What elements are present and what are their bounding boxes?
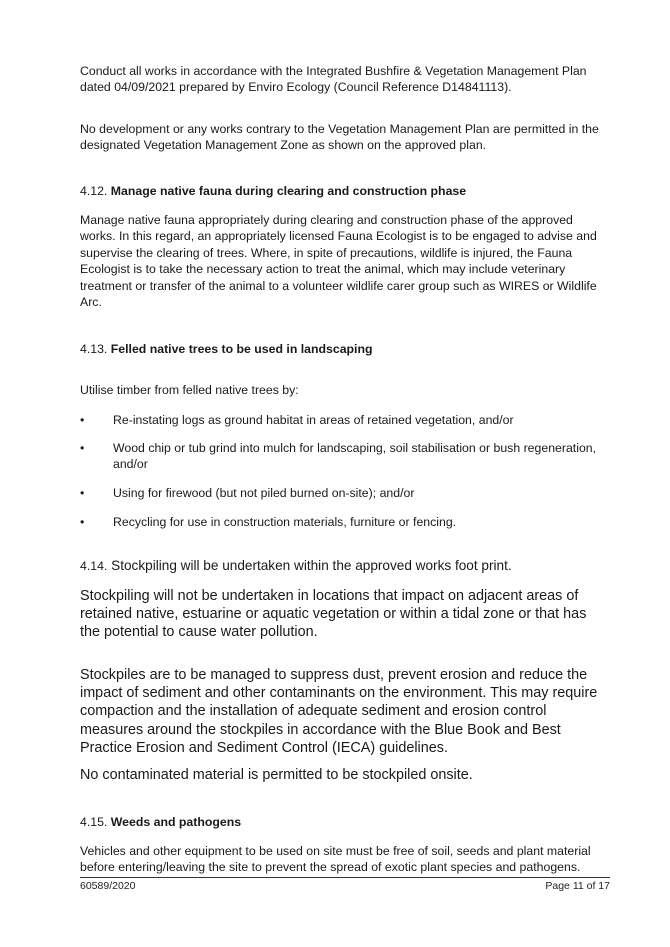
paragraph-contaminated-material: No contaminated material is permitted to be stockpiled onsite. (80, 767, 473, 783)
list-item-text: Wood chip or tub grind into mulch for landscaping, soil stabilisation or bush regeneration, and/or (113, 441, 597, 472)
bullet-icon: • (80, 486, 85, 500)
section-number: 4.13. (80, 342, 108, 356)
bullet-icon: • (80, 441, 85, 455)
section-heading-4-14 (80, 557, 610, 575)
section-title: Stockpiling will be undertaken within the approved works foot print. (111, 558, 512, 573)
section-heading-4-15 (80, 814, 610, 830)
section-number: 4.14. (80, 559, 108, 573)
paragraph-stockpiling-locations: Stockpiling will not be undertaken in locations that impact on adjacent areas of retained native, estuarine or aquatic vegetation or within a tidal zone or that has the potential to cause water pollution. (80, 588, 587, 641)
section-title: Felled native trees to be used in landscaping (110, 342, 373, 356)
paragraph-no-development: No development or any works contrary to the Vegetation Management Plan are permitted in the designated Vegetation Management Zone as shown on the approved plan. (80, 122, 599, 153)
footer-page-number: Page 11 of 17 (545, 880, 610, 892)
footer-divider (80, 877, 610, 878)
section-heading-4-12 (80, 183, 610, 199)
paragraph-native-fauna: Manage native fauna appropriately during clearing and construction phase of the approved works. In this regard, an appropriately licensed Fauna Ecologist is to be engaged to advise and supervise the clearing of trees. Where, in spite of precautions, wildlife is injured, the Fauna Ecologist is to take the necessary action to treat the animal, which may include veterinary treatment or transfer of the animal to a volunteer wildlife carer group such as WIRES or Wildlife Arc. (80, 213, 597, 310)
section-heading-4-13 (80, 341, 610, 357)
section-number: 4.15. (80, 815, 108, 829)
section-title: Weeds and pathogens (110, 815, 242, 829)
bullet-icon: • (80, 413, 85, 427)
list-item-text: Using for firewood (but not piled burned on-site); and/or (113, 486, 415, 500)
bullet-icon: • (80, 515, 85, 529)
list-item-text: Re-instating logs as ground habitat in areas of retained vegetation, and/or (113, 413, 514, 427)
paragraph-vegetation-plan: Conduct all works in accordance with the Integrated Bushfire & Vegetation Management Plan dated 04/09/2021 prepared by Enviro Ecology (Council Reference D14841113). (80, 64, 587, 95)
paragraph-utilise-timber: Utilise timber from felled native trees by: (80, 383, 299, 397)
paragraph-weeds-pathogens: Vehicles and other equipment to be used on site must be free of soil, seeds and plant material before entering/leaving the site to prevent the spread of exotic plant species and pathogens. (80, 844, 591, 875)
list-item-text: Recycling for use in construction materials, furniture or fencing. (113, 515, 457, 529)
paragraph-stockpiles-managed: Stockpiles are to be managed to suppress dust, prevent erosion and reduce the impact of sediment and other contaminants on the environment. This may require compaction and the installation of adequate sediment and erosion control measures around the stockpiles in accordance with the Blue Book and Best Practice Erosion and Sediment Control (IECA) guidelines. (80, 667, 598, 756)
section-number: 4.12. (80, 184, 108, 198)
section-title: Manage native fauna during clearing and construction phase (110, 184, 467, 198)
footer-reference: 60589/2020 (80, 880, 136, 892)
